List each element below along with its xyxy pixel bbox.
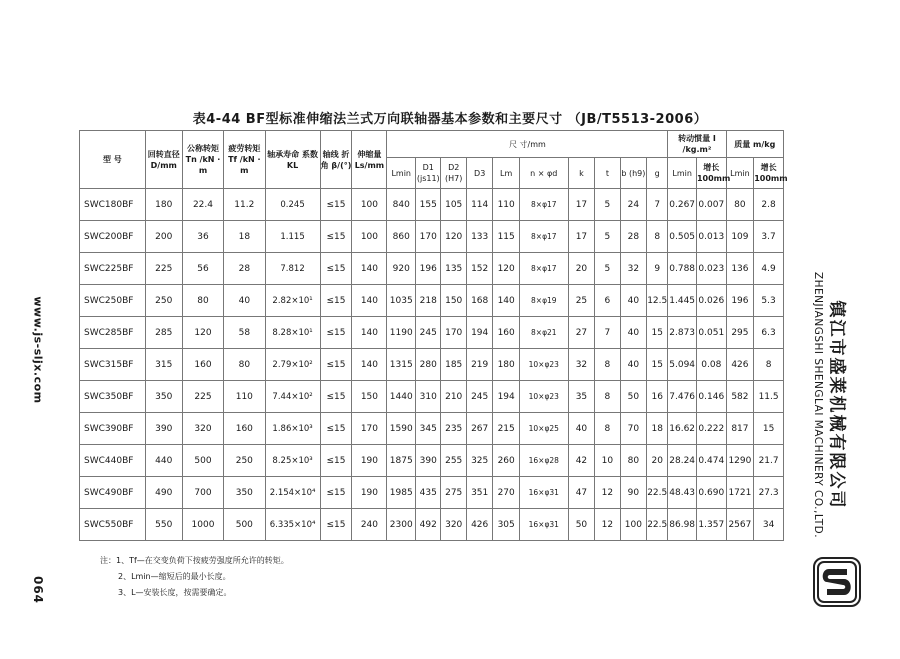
cell-d1: 196 <box>416 253 441 285</box>
cell-lmin: 840 <box>387 189 416 221</box>
cell-t: 7 <box>595 317 620 349</box>
table-row <box>80 445 784 477</box>
cell-mass-per100: 27.3 <box>754 477 784 509</box>
cell-d3: 168 <box>466 285 493 317</box>
cell-bearing-life: 1.86×10³ <box>265 413 320 445</box>
header-inertia-group: 转动惯量 I /kg.m² <box>668 131 726 158</box>
cell-d2: 135 <box>441 253 466 285</box>
header-lm: Lm <box>493 158 520 189</box>
cell-b: 40 <box>620 349 647 381</box>
cell-inertia-per100: 0.051 <box>696 317 726 349</box>
cell-lmin: 860 <box>387 221 416 253</box>
cell-inertia-lmin: 48.43 <box>668 477 697 509</box>
cell-diameter: 180 <box>145 189 182 221</box>
cell-d2: 320 <box>441 509 466 541</box>
cell-g: 22.5 <box>647 477 668 509</box>
cell-mass-lmin: 426 <box>726 349 754 381</box>
cell-bearing-life: 1.115 <box>265 221 320 253</box>
cell-mass-lmin: 136 <box>726 253 754 285</box>
cell-fatigue-torque: 250 <box>224 445 265 477</box>
cell-mass-per100: 5.3 <box>754 285 784 317</box>
table-row <box>80 189 784 221</box>
cell-lm: 140 <box>493 285 520 317</box>
cell-diameter: 200 <box>145 221 182 253</box>
cell-d1: 492 <box>416 509 441 541</box>
cell-lm: 180 <box>493 349 520 381</box>
cell-mass-lmin: 817 <box>726 413 754 445</box>
cell-k: 35 <box>568 381 595 413</box>
cell-b: 40 <box>620 317 647 349</box>
cell-nominal-torque: 160 <box>182 349 223 381</box>
cell-inertia-lmin: 16.62 <box>668 413 697 445</box>
cell-mass-lmin: 2567 <box>726 509 754 541</box>
cell-axis-angle: ≤15 <box>320 349 352 381</box>
cell-diameter: 350 <box>145 381 182 413</box>
cell-diameter: 285 <box>145 317 182 349</box>
cell-lm: 110 <box>493 189 520 221</box>
header-diameter: 回转直径 D/mm <box>145 131 182 189</box>
cell-d3: 114 <box>466 189 493 221</box>
cell-diameter: 225 <box>145 253 182 285</box>
cell-diameter: 550 <box>145 509 182 541</box>
cell-g: 12.5 <box>647 285 668 317</box>
cell-axis-angle: ≤15 <box>320 477 352 509</box>
cell-mass-per100: 4.9 <box>754 253 784 285</box>
cell-g: 15 <box>647 317 668 349</box>
cell-d3: 351 <box>466 477 493 509</box>
cell-axis-angle: ≤15 <box>320 413 352 445</box>
cell-axis-angle: ≤15 <box>320 189 352 221</box>
cell-b: 40 <box>620 285 647 317</box>
cell-diameter: 315 <box>145 349 182 381</box>
cell-model: SWC180BF <box>80 189 146 221</box>
cell-k: 40 <box>568 413 595 445</box>
cell-b: 24 <box>620 189 647 221</box>
table-body <box>80 189 784 541</box>
cell-bolt-holes: 8×φ17 <box>519 253 568 285</box>
cell-mass-lmin: 80 <box>726 189 754 221</box>
cell-model: SWC250BF <box>80 285 146 317</box>
cell-d2: 150 <box>441 285 466 317</box>
cell-mass-lmin: 109 <box>726 221 754 253</box>
company-name-en: ZHENJIANGSHI SHENGLAI MACHINERY CO.,LTD. <box>812 271 824 539</box>
cell-d1: 245 <box>416 317 441 349</box>
cell-stretch: 140 <box>352 349 387 381</box>
cell-t: 5 <box>595 221 620 253</box>
cell-fatigue-torque: 58 <box>224 317 265 349</box>
cell-mass-per100: 21.7 <box>754 445 784 477</box>
cell-t: 5 <box>595 189 620 221</box>
cell-bolt-holes: 16×φ31 <box>519 477 568 509</box>
note-1: 注：1、Tf—在交变负荷下按疲劳强度所允许的转矩。 <box>100 556 289 565</box>
header-g: g <box>647 158 668 189</box>
cell-bolt-holes: 16×φ31 <box>519 509 568 541</box>
cell-bearing-life: 8.25×10³ <box>265 445 320 477</box>
cell-d2: 235 <box>441 413 466 445</box>
header-mass-per100: 增长 100mm <box>754 158 784 189</box>
cell-g: 16 <box>647 381 668 413</box>
cell-bolt-holes: 8×φ21 <box>519 317 568 349</box>
cell-model: SWC200BF <box>80 221 146 253</box>
cell-inertia-lmin: 0.505 <box>668 221 697 253</box>
cell-model: SWC315BF <box>80 349 146 381</box>
header-inertia-per100: 增长 100mm <box>696 158 726 189</box>
cell-diameter: 440 <box>145 445 182 477</box>
header-mass-lmin: Lmin <box>726 158 754 189</box>
cell-model: SWC390BF <box>80 413 146 445</box>
cell-mass-per100: 6.3 <box>754 317 784 349</box>
cell-lmin: 920 <box>387 253 416 285</box>
cell-inertia-per100: 1.357 <box>696 509 726 541</box>
cell-stretch: 170 <box>352 413 387 445</box>
company-logo-icon <box>813 557 861 607</box>
cell-d3: 325 <box>466 445 493 477</box>
header-axis-angle: 轴线 折角 β/(°) <box>320 131 352 189</box>
cell-t: 8 <box>595 349 620 381</box>
cell-mass-lmin: 1721 <box>726 477 754 509</box>
cell-lmin: 1190 <box>387 317 416 349</box>
cell-mass-per100: 8 <box>754 349 784 381</box>
cell-g: 18 <box>647 413 668 445</box>
cell-lm: 115 <box>493 221 520 253</box>
cell-bearing-life: 2.79×10² <box>265 349 320 381</box>
cell-axis-angle: ≤15 <box>320 317 352 349</box>
cell-inertia-per100: 0.146 <box>696 381 726 413</box>
cell-inertia-per100: 0.08 <box>696 349 726 381</box>
cell-lm: 270 <box>493 477 520 509</box>
header-t: t <box>595 158 620 189</box>
cell-b: 80 <box>620 445 647 477</box>
note-2: 2、Lmin—缩短后的最小长度。 <box>118 572 231 581</box>
cell-lmin: 1875 <box>387 445 416 477</box>
cell-lm: 194 <box>493 381 520 413</box>
cell-d1: 310 <box>416 381 441 413</box>
cell-nominal-torque: 56 <box>182 253 223 285</box>
cell-inertia-per100: 0.222 <box>696 413 726 445</box>
cell-mass-per100: 3.7 <box>754 221 784 253</box>
cell-k: 25 <box>568 285 595 317</box>
cell-g: 20 <box>647 445 668 477</box>
header-lmin: Lmin <box>387 158 416 189</box>
cell-inertia-per100: 0.013 <box>696 221 726 253</box>
cell-bolt-holes: 10×φ23 <box>519 381 568 413</box>
cell-model: SWC490BF <box>80 477 146 509</box>
cell-stretch: 190 <box>352 477 387 509</box>
table-row <box>80 509 784 541</box>
cell-t: 6 <box>595 285 620 317</box>
cell-nominal-torque: 225 <box>182 381 223 413</box>
cell-d2: 185 <box>441 349 466 381</box>
header-k: k <box>568 158 595 189</box>
cell-d3: 219 <box>466 349 493 381</box>
cell-d2: 275 <box>441 477 466 509</box>
cell-k: 47 <box>568 477 595 509</box>
cell-inertia-lmin: 2.873 <box>668 317 697 349</box>
cell-bearing-life: 7.812 <box>265 253 320 285</box>
cell-d1: 280 <box>416 349 441 381</box>
cell-lm: 260 <box>493 445 520 477</box>
header-bolt-holes: n × φd <box>519 158 568 189</box>
cell-d1: 170 <box>416 221 441 253</box>
cell-inertia-lmin: 0.788 <box>668 253 697 285</box>
header-model: 型 号 <box>80 131 146 189</box>
header-d2: D2 (H7) <box>441 158 466 189</box>
cell-bearing-life: 2.82×10¹ <box>265 285 320 317</box>
cell-b: 100 <box>620 509 647 541</box>
cell-inertia-lmin: 5.094 <box>668 349 697 381</box>
cell-k: 20 <box>568 253 595 285</box>
cell-bearing-life: 2.154×10⁴ <box>265 477 320 509</box>
cell-d3: 426 <box>466 509 493 541</box>
cell-mass-lmin: 1290 <box>726 445 754 477</box>
cell-lmin: 1440 <box>387 381 416 413</box>
cell-b: 50 <box>620 381 647 413</box>
cell-nominal-torque: 80 <box>182 285 223 317</box>
cell-model: SWC285BF <box>80 317 146 349</box>
cell-fatigue-torque: 11.2 <box>224 189 265 221</box>
cell-nominal-torque: 500 <box>182 445 223 477</box>
company-name-cn: 镇江市盛莱机械有限公司 <box>826 300 847 510</box>
cell-stretch: 240 <box>352 509 387 541</box>
cell-bolt-holes: 10×φ25 <box>519 413 568 445</box>
cell-diameter: 250 <box>145 285 182 317</box>
cell-g: 15 <box>647 349 668 381</box>
cell-d1: 435 <box>416 477 441 509</box>
website-url: www.js-sljx.com <box>31 296 45 404</box>
cell-axis-angle: ≤15 <box>320 285 352 317</box>
cell-t: 8 <box>595 413 620 445</box>
cell-inertia-per100: 0.023 <box>696 253 726 285</box>
cell-fatigue-torque: 80 <box>224 349 265 381</box>
cell-t: 12 <box>595 477 620 509</box>
cell-k: 32 <box>568 349 595 381</box>
cell-bolt-holes: 16×φ28 <box>519 445 568 477</box>
cell-d1: 390 <box>416 445 441 477</box>
header-b: b (h9) <box>620 158 647 189</box>
cell-axis-angle: ≤15 <box>320 381 352 413</box>
cell-mass-per100: 2.8 <box>754 189 784 221</box>
cell-lmin: 1315 <box>387 349 416 381</box>
cell-k: 27 <box>568 317 595 349</box>
cell-axis-angle: ≤15 <box>320 221 352 253</box>
header-inertia-lmin: Lmin <box>668 158 697 189</box>
page-number: 064 <box>31 575 45 605</box>
cell-inertia-lmin: 7.476 <box>668 381 697 413</box>
cell-stretch: 190 <box>352 445 387 477</box>
table-row <box>80 413 784 445</box>
cell-inertia-per100: 0.474 <box>696 445 726 477</box>
cell-mass-lmin: 295 <box>726 317 754 349</box>
cell-t: 10 <box>595 445 620 477</box>
cell-lm: 120 <box>493 253 520 285</box>
cell-mass-per100: 15 <box>754 413 784 445</box>
cell-model: SWC225BF <box>80 253 146 285</box>
table-row <box>80 477 784 509</box>
cell-diameter: 390 <box>145 413 182 445</box>
cell-mass-lmin: 196 <box>726 285 754 317</box>
cell-fatigue-torque: 40 <box>224 285 265 317</box>
cell-b: 90 <box>620 477 647 509</box>
table-row <box>80 221 784 253</box>
cell-bearing-life: 0.245 <box>265 189 320 221</box>
cell-d3: 133 <box>466 221 493 253</box>
cell-d2: 210 <box>441 381 466 413</box>
cell-fatigue-torque: 160 <box>224 413 265 445</box>
cell-axis-angle: ≤15 <box>320 509 352 541</box>
cell-k: 42 <box>568 445 595 477</box>
cell-lmin: 1035 <box>387 285 416 317</box>
cell-bearing-life: 8.28×10¹ <box>265 317 320 349</box>
cell-t: 12 <box>595 509 620 541</box>
cell-inertia-per100: 0.026 <box>696 285 726 317</box>
cell-d3: 194 <box>466 317 493 349</box>
cell-d2: 105 <box>441 189 466 221</box>
table-row <box>80 285 784 317</box>
header-d3: D3 <box>466 158 493 189</box>
cell-stretch: 140 <box>352 285 387 317</box>
cell-b: 32 <box>620 253 647 285</box>
cell-inertia-lmin: 1.445 <box>668 285 697 317</box>
cell-lmin: 1590 <box>387 413 416 445</box>
cell-model: SWC350BF <box>80 381 146 413</box>
cell-diameter: 490 <box>145 477 182 509</box>
cell-g: 9 <box>647 253 668 285</box>
cell-d3: 152 <box>466 253 493 285</box>
cell-stretch: 140 <box>352 317 387 349</box>
cell-b: 70 <box>620 413 647 445</box>
cell-k: 17 <box>568 189 595 221</box>
cell-nominal-torque: 1000 <box>182 509 223 541</box>
cell-lmin: 2300 <box>387 509 416 541</box>
cell-nominal-torque: 36 <box>182 221 223 253</box>
cell-d2: 120 <box>441 221 466 253</box>
cell-lm: 215 <box>493 413 520 445</box>
note-3: 3、L—安装长度，按需要确定。 <box>118 588 232 597</box>
cell-inertia-lmin: 0.267 <box>668 189 697 221</box>
notes <box>100 553 289 601</box>
header-mass-group: 质量 m/kg <box>726 131 783 158</box>
cell-d3: 267 <box>466 413 493 445</box>
cell-mass-lmin: 582 <box>726 381 754 413</box>
cell-model: SWC440BF <box>80 445 146 477</box>
cell-lm: 305 <box>493 509 520 541</box>
page-title: 表4-44 BF型标准伸缩法兰式万向联轴器基本参数和主要尺寸 （JB/T5513-2006） <box>192 112 708 127</box>
cell-k: 17 <box>568 221 595 253</box>
cell-g: 8 <box>647 221 668 253</box>
cell-inertia-per100: 0.690 <box>696 477 726 509</box>
cell-b: 28 <box>620 221 647 253</box>
cell-model: SWC550BF <box>80 509 146 541</box>
cell-inertia-per100: 0.007 <box>696 189 726 221</box>
header-d1: D1 (js11) <box>416 158 441 189</box>
header-fatigue-torque: 疲劳转矩 Tf /kN · m <box>224 131 265 189</box>
cell-inertia-lmin: 28.24 <box>668 445 697 477</box>
cell-bearing-life: 6.335×10⁴ <box>265 509 320 541</box>
cell-bearing-life: 7.44×10² <box>265 381 320 413</box>
table-row <box>80 349 784 381</box>
cell-nominal-torque: 320 <box>182 413 223 445</box>
cell-nominal-torque: 700 <box>182 477 223 509</box>
cell-nominal-torque: 22.4 <box>182 189 223 221</box>
cell-d2: 255 <box>441 445 466 477</box>
header-bearing-life: 轴承寿命 系数 KL <box>265 131 320 189</box>
cell-inertia-lmin: 86.98 <box>668 509 697 541</box>
table-row <box>80 317 784 349</box>
cell-lmin: 1985 <box>387 477 416 509</box>
specification-table <box>79 130 788 541</box>
cell-t: 8 <box>595 381 620 413</box>
cell-d2: 170 <box>441 317 466 349</box>
cell-stretch: 140 <box>352 253 387 285</box>
header-stretch: 伸缩量 Ls/mm <box>352 131 387 189</box>
cell-d3: 245 <box>466 381 493 413</box>
cell-d1: 218 <box>416 285 441 317</box>
cell-axis-angle: ≤15 <box>320 253 352 285</box>
cell-axis-angle: ≤15 <box>320 445 352 477</box>
cell-d1: 155 <box>416 189 441 221</box>
cell-fatigue-torque: 28 <box>224 253 265 285</box>
cell-lm: 160 <box>493 317 520 349</box>
cell-bolt-holes: 8×φ19 <box>519 285 568 317</box>
cell-bolt-holes: 8×φ17 <box>519 221 568 253</box>
table-row <box>80 253 784 285</box>
cell-t: 5 <box>595 253 620 285</box>
table-row <box>80 381 784 413</box>
cell-stretch: 100 <box>352 221 387 253</box>
header-dimensions-group: 尺 寸/mm <box>387 131 668 158</box>
cell-fatigue-torque: 350 <box>224 477 265 509</box>
cell-bolt-holes: 10×φ23 <box>519 349 568 381</box>
cell-stretch: 150 <box>352 381 387 413</box>
cell-fatigue-torque: 18 <box>224 221 265 253</box>
cell-fatigue-torque: 500 <box>224 509 265 541</box>
cell-d1: 345 <box>416 413 441 445</box>
cell-bolt-holes: 8×φ17 <box>519 189 568 221</box>
cell-g: 22.5 <box>647 509 668 541</box>
header-nominal-torque: 公称转矩 Tn /kN · m <box>182 131 223 189</box>
cell-mass-per100: 11.5 <box>754 381 784 413</box>
cell-stretch: 100 <box>352 189 387 221</box>
cell-fatigue-torque: 110 <box>224 381 265 413</box>
cell-nominal-torque: 120 <box>182 317 223 349</box>
cell-g: 7 <box>647 189 668 221</box>
cell-k: 50 <box>568 509 595 541</box>
cell-mass-per100: 34 <box>754 509 784 541</box>
